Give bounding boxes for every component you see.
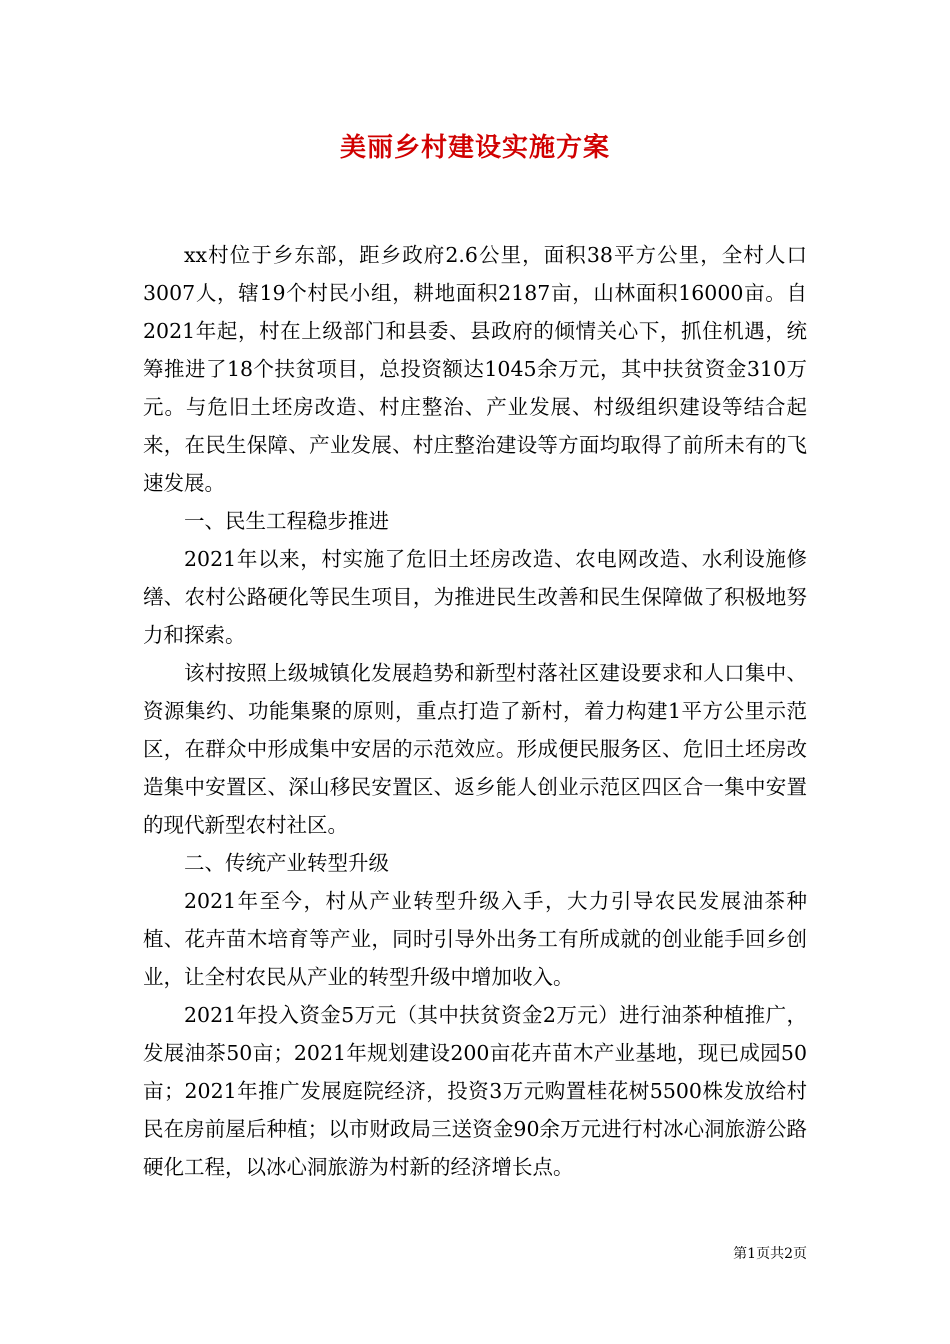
- livelihood-paragraph-2: 该村按照上级城镇化发展趋势和新型村落社区建设要求和人口集中、资源集约、功能集聚的原则，重点打造了新村，着力构建1平方公里示范区，在群众中形成集中安居的示范效应。形成便民服务区、危旧土坯房改造集中安置区、深山移民安置区、返乡能人创业示范区四区合一集中安置的现代新型农村社区。: [143, 661, 807, 837]
- section-heading-livelihood: 一、民生工程稳步推进: [184, 509, 389, 533]
- section-heading-industry: 二、传统产业转型升级: [184, 851, 389, 875]
- intro-paragraph: xx村位于乡东部，距乡政府2.6公里，面积38平方公里，全村人口3007人，辖19个村民小组，耕地面积2187亩，山林面积16000亩。自2021年起，村在上级部门和县委、县政府的倾情关心下，抓住机遇，统筹推进了18个扶贫项目，总投资额达1045余万元，其中扶贫资金310万元。与危旧土坯房改造、村庄整治、产业发展、村级组织建设等结合起来，在民生保障、产业发展、村庄整治建设等方面均取得了前所未有的飞速发展。: [143, 243, 807, 495]
- document-body: [143, 236, 807, 1186]
- livelihood-paragraph-1: 2021年以来，村实施了危旧土坯房改造、农电网改造、水利设施修缮、农村公路硬化等民生项目，为推进民生改善和民生保障做了积极地努力和探索。: [143, 547, 807, 647]
- document-title: 美丽乡村建设实施方案: [339, 133, 610, 163]
- page-number-footer: 第1页共2页: [733, 1246, 807, 1262]
- industry-paragraph-1: 2021年至今，村从产业转型升级入手，大力引导农民发展油茶种植、花卉苗木培育等产业，同时引导外出务工有所成就的创业能手回乡创业，让全村农民从产业的转型升级中增加收入。: [143, 889, 807, 989]
- industry-paragraph-2: 2021年投入资金5万元（其中扶贫资金2万元）进行油茶种植推广，发展油茶50亩；2021年规划建设200亩花卉苗木产业基地，现已成园50亩；2021年推广发展庭院经济，投资3万元购置桂花树5500株发放给村民在房前屋后种植；以市财政局三送资金90余万元进行村冰心洞旅游公路硬化工程，以冰心洞旅游为村新的经济增长点。: [143, 1003, 807, 1179]
